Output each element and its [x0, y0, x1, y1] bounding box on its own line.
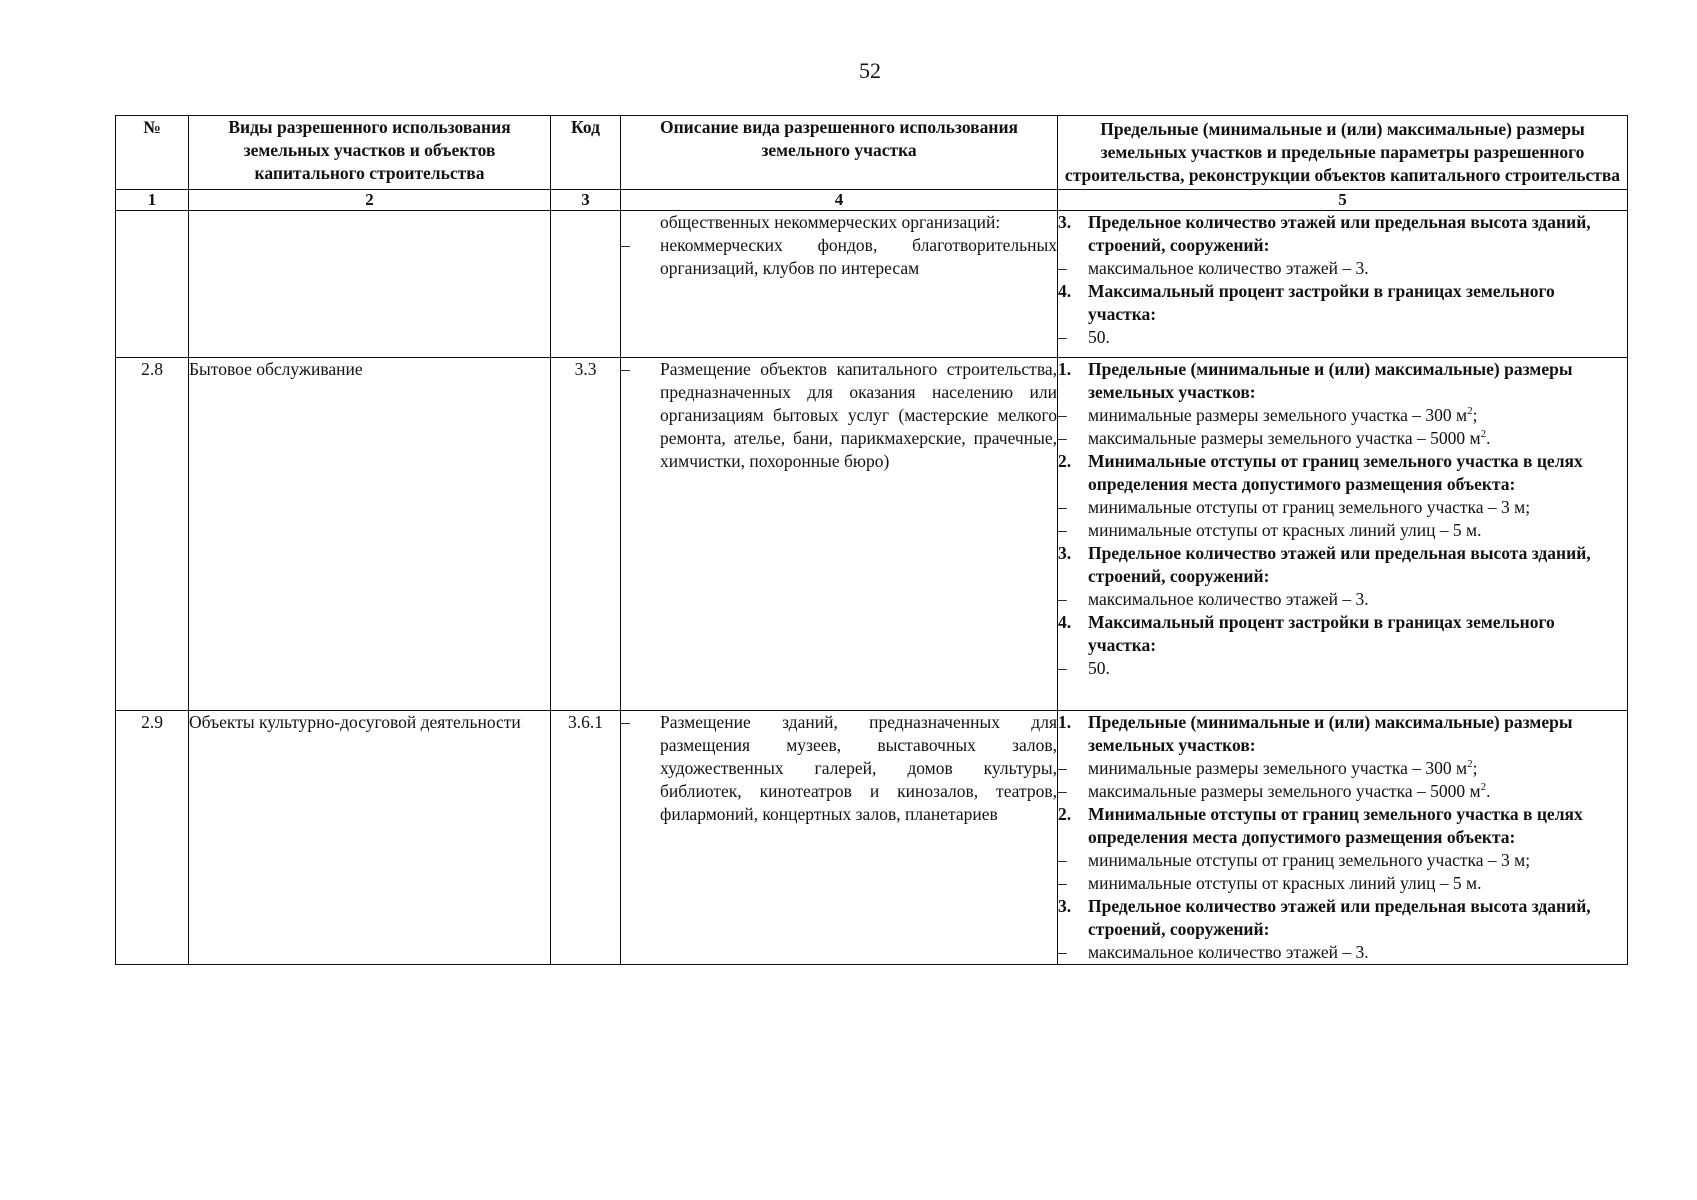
dash-marker: – [621, 712, 630, 732]
punctuation: . [1486, 781, 1491, 801]
permitted-use-table [115, 115, 1628, 965]
dash-marker: – [1058, 850, 1067, 870]
description-item [621, 358, 1057, 473]
dash-marker: – [1058, 520, 1067, 540]
punctuation: ; [1472, 758, 1478, 778]
parameter-heading [1058, 358, 1627, 404]
punctuation: . [1486, 428, 1491, 448]
dash-marker: – [1058, 942, 1067, 962]
header-description: Описание вида разрешенного использования земельного участка [621, 116, 1058, 190]
table-header-row [116, 116, 1628, 190]
table-row [116, 211, 1628, 358]
dash-marker: – [1058, 873, 1067, 893]
number-marker: 1. [1058, 712, 1072, 732]
dash-marker: – [1058, 405, 1067, 425]
parameter-item [1058, 941, 1627, 964]
parameter-text: минимальные отступы от красных линий улиц – 5 м. [1088, 873, 1482, 893]
column-number: 3 [551, 190, 621, 211]
dash-marker: – [1058, 589, 1067, 609]
header-code: Код [551, 116, 621, 190]
parameter-item [1058, 427, 1627, 450]
table-row [116, 358, 1628, 711]
use-description [621, 711, 1058, 965]
number-marker: 2. [1058, 804, 1072, 824]
use-parameters [1058, 711, 1628, 965]
superscript: 2 [1480, 781, 1487, 794]
page-number: 52 [859, 58, 881, 83]
parameter-heading [1058, 450, 1627, 496]
header-use-type: Виды разрешенного использования земельных участков и объектов капитального строительства [189, 116, 551, 190]
parameter-text: максимальное количество этажей – 3. [1088, 942, 1369, 962]
parameter-item [1058, 757, 1627, 780]
parameter-item [1058, 519, 1627, 542]
superscript: 2 [1467, 405, 1473, 418]
description-text: Размещение зданий, предназначенных для размещения музеев, выставочных залов, художественных галерей, домов культуры, библиотек, кинотеатров и кинозалов, театров, филармоний, концертных залов, планетариев [660, 712, 1057, 824]
column-number: 1 [116, 190, 189, 211]
use-parameters [1058, 358, 1628, 711]
number-marker: 1. [1058, 359, 1072, 379]
dash-marker: – [1058, 258, 1067, 278]
superscript: 2 [1480, 428, 1487, 441]
number-marker: 3. [1058, 543, 1072, 563]
row-number: 2.8 [116, 358, 189, 711]
parameter-text: минимальные отступы от границ земельного участка – 3 м; [1088, 497, 1531, 517]
use-code [551, 211, 621, 358]
description-item [621, 711, 1057, 826]
parameter-item [1058, 872, 1627, 895]
parameter-text: Максимальный процент застройки в границах земельного участка: [1088, 281, 1555, 324]
use-parameters [1058, 211, 1628, 358]
parameter-text: Предельные (минимальные и (или) максимальные) размеры земельных участков: [1088, 359, 1573, 402]
description-text: Размещение объектов капитального строительства, предназначенных для оказания населению или организациям бытовых услуг (мастерские мелкого ремонта, ателье, бани, парикмахерские, прачечные, химчистки, похоронные бюро) [660, 359, 1057, 471]
parameter-text: Предельное количество этажей или предельная высота зданий, строений, сооружений: [1088, 212, 1591, 255]
parameter-text: минимальные отступы от красных линий улиц – 5 м. [1088, 520, 1482, 540]
parameter-heading [1058, 803, 1627, 849]
parameter-text: Минимальные отступы от границ земельного участка в целях определения места допустимого размещения объекта: [1088, 451, 1583, 494]
row-number [116, 211, 189, 358]
table-row [116, 711, 1628, 965]
parameter-item [1058, 404, 1627, 427]
parameter-text: Минимальные отступы от границ земельного участка в целях определения места допустимого размещения объекта: [1088, 804, 1583, 847]
punctuation: ; [1472, 405, 1478, 425]
parameter-item [1058, 257, 1627, 280]
number-marker: 2. [1058, 451, 1072, 471]
parameter-item [1058, 780, 1627, 803]
superscript: 2 [1467, 758, 1473, 771]
number-marker: 4. [1058, 612, 1072, 632]
use-code: 3.3 [551, 358, 621, 711]
parameter-item [1058, 657, 1627, 680]
use-type-name: Объекты культурно-досуговой деятельности [189, 711, 551, 965]
header-number: № [116, 116, 189, 190]
number-marker: 3. [1058, 212, 1072, 232]
parameter-text: минимальные размеры земельного участка – 300 м [1088, 758, 1468, 778]
use-type-name [189, 211, 551, 358]
description-text: общественных некоммерческих организаций: [660, 212, 1001, 232]
parameter-heading [1058, 542, 1627, 588]
parameter-heading [1058, 280, 1627, 326]
parameter-text: 50. [1088, 658, 1110, 678]
parameter-text: максимальные размеры земельного участка – 5000 м [1088, 781, 1481, 801]
parameter-text: максимальное количество этажей – 3. [1088, 589, 1369, 609]
parameter-heading [1058, 211, 1627, 257]
parameter-text: минимальные отступы от границ земельного участка – 3 м; [1088, 850, 1531, 870]
parameter-item [1058, 496, 1627, 519]
description-item [621, 234, 1057, 280]
parameter-item [1058, 588, 1627, 611]
row-number: 2.9 [116, 711, 189, 965]
dash-marker: – [1058, 758, 1067, 778]
use-description [621, 211, 1058, 358]
parameter-text: Максимальный процент застройки в границах земельного участка: [1088, 612, 1555, 655]
number-marker: 4. [1058, 281, 1072, 301]
dash-marker: – [1058, 327, 1067, 347]
table-body [116, 211, 1628, 965]
dash-marker: – [1058, 781, 1067, 801]
parameter-item [1058, 326, 1627, 349]
column-number: 5 [1058, 190, 1628, 211]
parameter-text: Предельное количество этажей или предельная высота зданий, строений, сооружений: [1088, 543, 1591, 586]
dash-marker: – [621, 235, 630, 255]
use-code: 3.6.1 [551, 711, 621, 965]
dash-marker: – [1058, 658, 1067, 678]
dash-marker: – [1058, 497, 1067, 517]
parameter-heading [1058, 895, 1627, 941]
description-text: некоммерческих фондов, благотворительных организаций, клубов по интересам [660, 235, 1057, 278]
parameter-text: максимальное количество этажей – 3. [1088, 258, 1369, 278]
parameter-heading [1058, 711, 1627, 757]
column-number-row [116, 190, 1628, 211]
parameter-item [1058, 849, 1627, 872]
parameter-text: Предельное количество этажей или предельная высота зданий, строений, сооружений: [1088, 896, 1591, 939]
description-item [621, 211, 1057, 234]
parameter-text: Предельные (минимальные и (или) максимальные) размеры земельных участков: [1088, 712, 1573, 755]
header-parameters: Предельные (минимальные и (или) максимальные) размеры земельных участков и предельные параметры разрешенного строительства, реконструкции объектов капитального строительства [1058, 116, 1628, 190]
use-description [621, 358, 1058, 711]
parameter-heading [1058, 611, 1627, 657]
use-type-name: Бытовое обслуживание [189, 358, 551, 711]
dash-marker: – [1058, 428, 1067, 448]
parameter-text: 50. [1088, 327, 1110, 347]
dash-marker: – [621, 359, 630, 379]
column-number: 2 [189, 190, 551, 211]
parameter-text: максимальные размеры земельного участка – 5000 м [1088, 428, 1481, 448]
number-marker: 3. [1058, 896, 1072, 916]
parameter-text: минимальные размеры земельного участка – 300 м [1088, 405, 1468, 425]
column-number: 4 [621, 190, 1058, 211]
